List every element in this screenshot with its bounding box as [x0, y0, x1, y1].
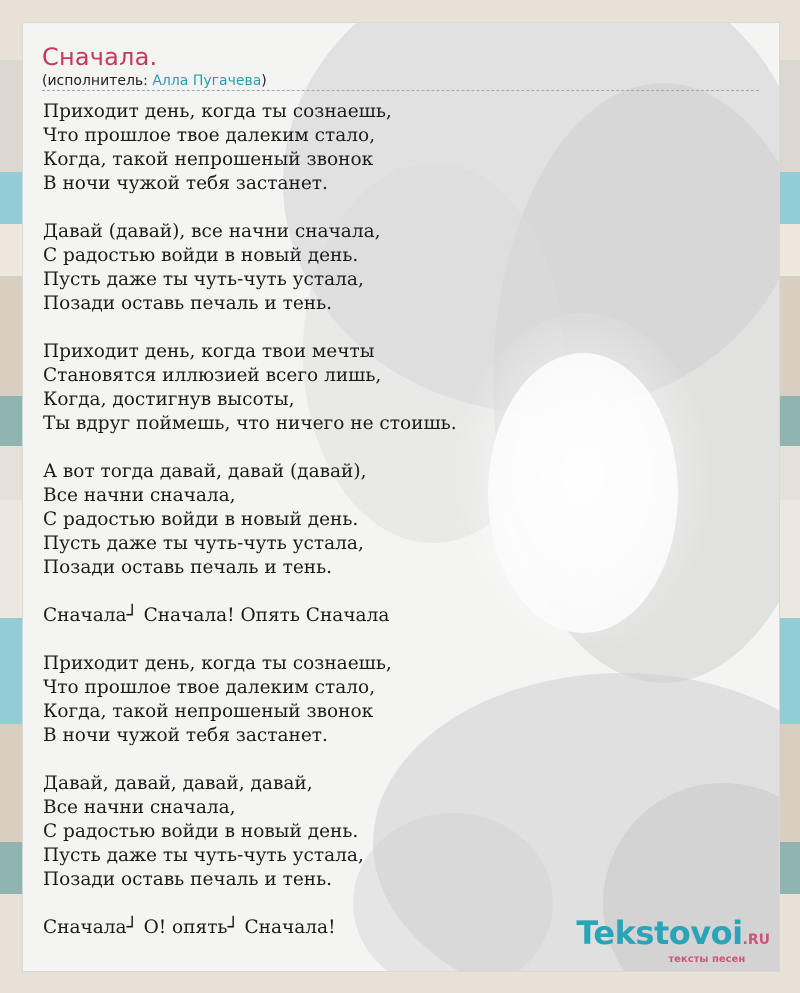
lyrics-card [22, 22, 780, 972]
lyrics-stanza [43, 460, 457, 580]
lyric-line: Когда, такой непрошеный звонок [43, 701, 374, 722]
lyric-line: Что прошлое твое далеким стало, [43, 125, 376, 146]
lyric-line: Пусть даже ты чуть-чуть устала, [43, 845, 364, 866]
logo-wordmark [576, 914, 770, 956]
artist-prefix: (исполнитель: [42, 73, 153, 89]
lyric-line: Все начни сначала, [43, 485, 236, 506]
lyric-line: Позади оставь печаль и тень. [43, 293, 333, 314]
lyrics-stanza [43, 772, 457, 892]
lyrics-stanza [43, 652, 457, 748]
lyric-line: С радостью войди в новый день. [43, 245, 359, 266]
lyric-line: А вот тогда давай, давай (давай), [43, 461, 367, 482]
lyric-line: Когда, достигнув высоты, [43, 389, 295, 410]
tekstovoi-logo[interactable] [576, 914, 770, 966]
logo-name: Tekstovoi [576, 914, 743, 952]
lyric-line: С радостью войди в новый день. [43, 821, 359, 842]
lyric-line: Пусть даже ты чуть-чуть устала, [43, 533, 364, 554]
artist-link[interactable]: Алла Пугачева [152, 73, 262, 89]
lyric-line: Пусть даже ты чуть-чуть устала, [43, 269, 364, 290]
lyric-line: Что прошлое твое далеким стало, [43, 677, 376, 698]
lyric-line: С радостью войди в новый день. [43, 509, 359, 530]
lyrics-stanza [43, 220, 457, 316]
lyric-line: Приходит день, когда ты сознаешь, [43, 653, 392, 674]
lyric-line: Все начни сначала, [43, 797, 236, 818]
lyric-line: Давай, давай, давай, давай, [43, 773, 313, 794]
lyric-line: Когда, такой непрошеный звонок [43, 149, 374, 170]
song-title: Сначала. [42, 43, 158, 71]
lyric-line: Сначала┘ О! опять┘ Сначала! [43, 917, 336, 938]
lyric-line: В ночи чужой тебя застанет. [43, 725, 328, 746]
lyrics-stanza [43, 604, 457, 628]
logo-tld: .RU [742, 932, 770, 948]
logo-tagline: тексты песен [668, 954, 746, 965]
lyrics-stanza [43, 100, 457, 196]
lyric-line: Становятся иллюзией всего лишь, [43, 365, 382, 386]
artist-suffix: ) [261, 73, 267, 89]
lyric-line: Приходит день, когда ты сознаешь, [43, 101, 392, 122]
lyric-line: Позади оставь печаль и тень. [43, 869, 333, 890]
lyrics-text [43, 100, 457, 964]
lyrics-stanza [43, 916, 457, 940]
lyric-line: Давай (давай), все начни сначала, [43, 221, 381, 242]
artist-line [42, 73, 267, 89]
lyrics-stanza [43, 340, 457, 436]
lyric-line: Сначала┘ Сначала! Опять Сначала [43, 605, 390, 626]
lyric-line: Приходит день, когда твои мечты [43, 341, 375, 362]
lyric-line: Позади оставь печаль и тень. [43, 557, 333, 578]
title-divider [42, 90, 759, 91]
lyric-line: Ты вдруг поймешь, что ничего не стоишь. [43, 413, 457, 434]
lyric-line: В ночи чужой тебя застанет. [43, 173, 328, 194]
